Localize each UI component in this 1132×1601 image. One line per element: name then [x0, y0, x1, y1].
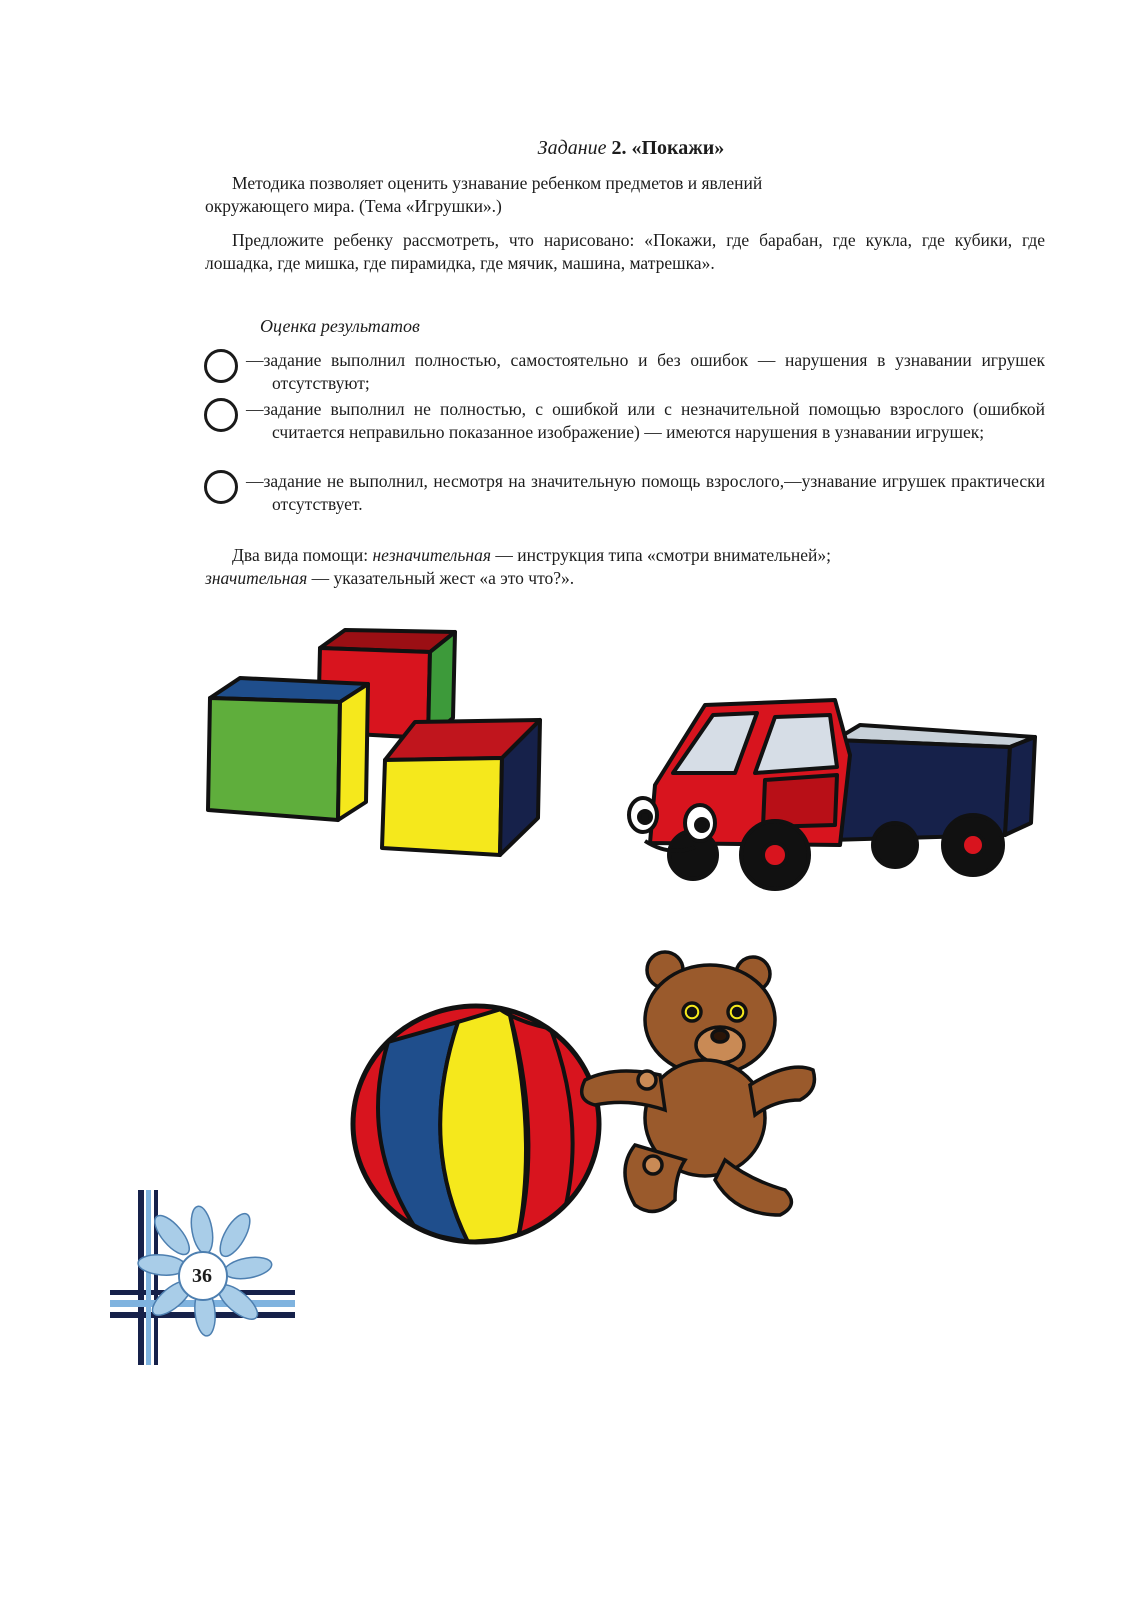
help-minor-term: незначительная [372, 545, 491, 565]
score-circle[interactable] [204, 349, 238, 383]
criterion-text: —задание выполнил не полностью, с ошибкой или с незначительной помощью взрослого (ошибкой считается неправильно показанное изображение) — имеются нарушения в узнавании игрушек; [246, 399, 1045, 442]
help-types-paragraph [205, 544, 1045, 590]
criterion-item [200, 349, 1045, 395]
help-prefix: Два вида помощи: [232, 545, 369, 565]
score-circle[interactable] [204, 470, 238, 504]
score-circle[interactable] [204, 398, 238, 432]
teddy-bear-illustration [575, 950, 820, 1225]
intro-line-1: Методика позволяет оценить узнавание ребенком предметов и явлений [232, 173, 763, 193]
page-title [0, 137, 1132, 160]
criterion-item [200, 398, 1045, 444]
help-minor-desc: — инструкция типа «смотри внимательней»; [495, 545, 831, 565]
page-number: 36 [192, 1265, 212, 1287]
criterion-text: —задание выполнил полностью, самостоятельно и без ошибок — нарушения в узнавании игрушек отсутствуют; [246, 350, 1045, 393]
criterion-item [200, 470, 1045, 516]
intro-line-2: окружающего мира. (Тема «Игрушки».) [205, 196, 502, 216]
criterion-text: —задание не выполнил, несмотря на значительную помощь взрослого,—узнавание игрушек практически отсутствует. [246, 471, 1045, 514]
truck-illustration [625, 695, 1040, 910]
evaluation-heading: Оценка результатов [260, 316, 420, 336]
help-major-desc: — указательный жест «а это что?». [311, 568, 575, 588]
ball-illustration [348, 1002, 608, 1247]
intro-paragraph [205, 172, 952, 218]
help-major-term: значительная [205, 568, 308, 588]
title-italic: Задание [537, 137, 607, 159]
instruction-paragraph: Предложите ребенку рассмотреть, что нарисовано: «Покажи, где барабан, где кукла, где кубики, где лошадка, где мишка, где пирамидка, где мячик, машина, матрешка». [205, 230, 1045, 273]
cubes-illustration [200, 620, 550, 865]
title-bold: 2. «Покажи» [611, 137, 725, 159]
